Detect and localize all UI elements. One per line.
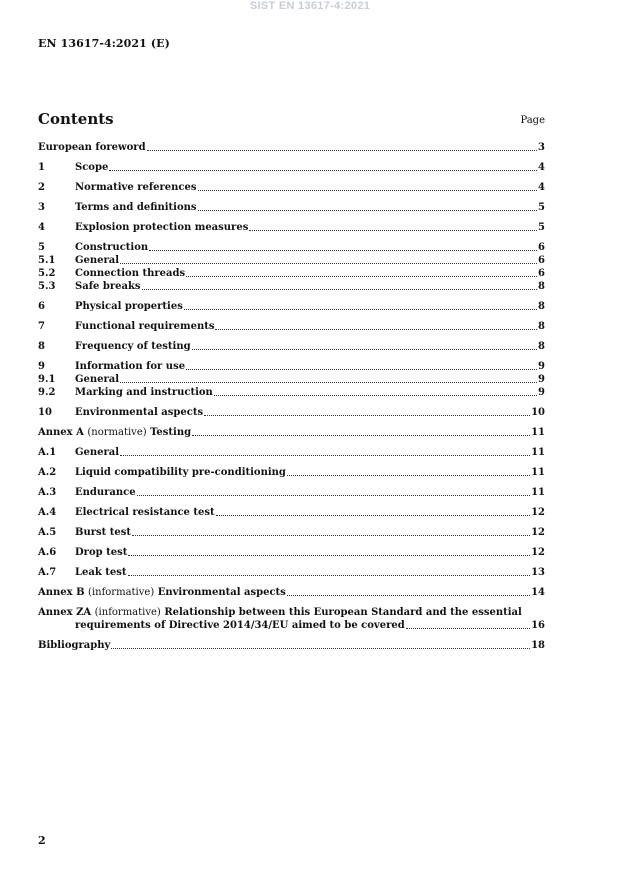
toc-entry-page: 12 — [531, 547, 545, 558]
toc-entry-title: Terms and definitions — [75, 202, 197, 213]
toc-entry-number: 10 — [38, 407, 52, 418]
toc-entry-title: Drop test — [75, 547, 128, 558]
toc-entry-page: 9 — [538, 374, 545, 385]
toc-annex-kind: (informative) — [94, 607, 161, 618]
toc-leader-dots — [120, 454, 530, 456]
toc-entry-number: 8 — [38, 341, 45, 352]
toc-entry-page: 9 — [538, 361, 545, 372]
toc-annex-kind: (informative) — [88, 587, 155, 598]
toc-leader-dots — [192, 434, 530, 436]
toc-leader-dots — [287, 594, 530, 596]
toc-entry[interactable] — [38, 221, 545, 234]
toc-entry-number: 7 — [38, 321, 45, 332]
toc-entry-title: Scope — [75, 162, 109, 173]
toc-entry[interactable] — [38, 254, 545, 267]
toc-entry-page: 5 — [538, 222, 545, 233]
toc-leader-dots — [204, 414, 530, 416]
toc-entry-number: 3 — [38, 202, 45, 213]
contents-title: Contents — [38, 110, 114, 128]
toc-entry-page: 6 — [538, 268, 545, 279]
toc-entry[interactable] — [38, 320, 545, 333]
toc-entry-number: A.5 — [38, 527, 57, 538]
toc-entry-page: 6 — [538, 255, 545, 266]
watermark: SIST EN 13617-4:2021 — [249, 0, 371, 12]
toc-leader-dots — [149, 249, 537, 251]
toc-annex-heading — [38, 586, 286, 599]
toc-entry-number: 9 — [38, 361, 45, 372]
toc-leader-dots — [147, 149, 537, 151]
toc-entry-title: Marking and instruction — [75, 387, 213, 398]
toc-leader-dots — [142, 288, 538, 290]
toc-annex-kind: (normative) — [87, 427, 147, 438]
document-id-header: EN 13617-4:2021 (E) — [38, 37, 170, 50]
toc-entry[interactable] — [38, 526, 545, 539]
toc-entry-number: A.2 — [38, 467, 57, 478]
toc-entry[interactable] — [38, 181, 545, 194]
toc-entry[interactable] — [38, 386, 545, 399]
toc-entry[interactable] — [38, 340, 545, 353]
toc-entry-page: 10 — [531, 407, 545, 418]
toc-entry-title: Environmental aspects — [157, 587, 286, 598]
toc-entry-title: Construction — [75, 242, 149, 253]
toc-entry[interactable] — [38, 280, 545, 293]
toc-entry-title: Burst test — [75, 527, 131, 538]
toc-annex-heading — [38, 426, 191, 439]
toc-entry-page: 16 — [531, 620, 545, 631]
toc-leader-dots — [198, 189, 538, 191]
toc-entry-number: 5.2 — [38, 268, 56, 279]
toc-entry[interactable] — [38, 373, 545, 386]
toc-leader-dots — [137, 494, 530, 496]
toc-entry-line — [38, 619, 545, 632]
toc-leader-dots — [120, 381, 537, 383]
toc-entry-page: 11 — [531, 427, 545, 438]
toc-entry[interactable] — [38, 201, 545, 214]
toc-entry[interactable] — [38, 300, 545, 313]
toc-entry-page: 14 — [531, 587, 545, 598]
toc-entry-page: 11 — [531, 467, 545, 478]
toc-entry-title: Leak test — [75, 567, 127, 578]
toc-entry-number: 9.2 — [38, 387, 56, 398]
toc-entry-title: Frequency of testing — [75, 341, 191, 352]
toc-entry[interactable] — [38, 466, 545, 479]
toc-entry[interactable] — [38, 506, 545, 519]
toc-leader-dots — [216, 514, 530, 516]
toc-leader-dots — [192, 348, 537, 350]
toc-entry-title: General — [75, 374, 120, 385]
toc-entry-line — [38, 606, 545, 619]
toc-entry-page: 12 — [531, 527, 545, 538]
toc-entry-number: A.3 — [38, 487, 57, 498]
toc-entry-page: 3 — [538, 142, 545, 153]
toc-entry-number: 4 — [38, 222, 45, 233]
toc-leader-dots — [120, 262, 537, 264]
toc-entry-page: 6 — [538, 242, 545, 253]
toc-entry-page: 4 — [538, 182, 545, 193]
toc-leader-dots — [111, 647, 530, 649]
toc-leader-dots — [287, 474, 530, 476]
toc-entry[interactable] — [38, 161, 545, 174]
toc-leader-dots — [109, 169, 537, 171]
toc-entry-page: 4 — [538, 162, 545, 173]
toc-entry-page: 12 — [531, 507, 545, 518]
toc-leader-dots — [186, 368, 537, 370]
page-column-label: Page — [520, 115, 545, 126]
toc-entry-title: Information for use — [75, 361, 186, 372]
page-number: 2 — [38, 834, 46, 847]
toc-entry-title: Environmental aspects — [75, 407, 204, 418]
toc-entry[interactable] — [38, 406, 545, 419]
toc-entry-page: 8 — [538, 341, 545, 352]
toc-leader-dots — [198, 209, 538, 211]
toc-entry-page: 5 — [538, 202, 545, 213]
toc-leader-dots — [186, 275, 537, 277]
toc-leader-dots — [128, 554, 530, 556]
toc-entry-number: 2 — [38, 182, 45, 193]
toc-entry-title: Electrical resistance test — [75, 507, 215, 518]
toc-entry-page: 8 — [538, 321, 545, 332]
toc-entry[interactable] — [38, 360, 545, 373]
toc-entry-title: Safe breaks — [75, 281, 141, 292]
toc-leader-dots — [214, 394, 537, 396]
toc-entry-title-continued: requirements of Directive 2014/34/EU aimed to be covered — [75, 620, 405, 631]
toc-entry-number: 9.1 — [38, 374, 56, 385]
toc-entry-title: Explosion protection measures — [75, 222, 249, 233]
toc-entry-number: 5.3 — [38, 281, 56, 292]
toc-entry-title: Normative references — [75, 182, 197, 193]
toc-entry-number: A.7 — [38, 567, 57, 578]
toc-entry-page: 8 — [538, 281, 545, 292]
toc-entry-title: Endurance — [75, 487, 136, 498]
toc-entry[interactable] — [38, 426, 545, 439]
toc-entry[interactable] — [38, 141, 545, 154]
toc-entry-title: Physical properties — [75, 301, 183, 312]
toc-entry[interactable] — [38, 606, 545, 632]
toc-entry-title: Liquid compatibility pre-conditioning — [75, 467, 286, 478]
toc-entry-number: 6 — [38, 301, 45, 312]
toc-leader-dots — [406, 627, 530, 629]
toc-annex-label: Annex B — [38, 587, 85, 598]
toc-entry-number: A.6 — [38, 547, 57, 558]
toc-entry-title: Testing — [150, 427, 192, 438]
toc-entry[interactable] — [38, 546, 545, 559]
toc-entry-title: Functional requirements — [75, 321, 215, 332]
toc-entry-title: Connection threads — [75, 268, 186, 279]
toc-entry-title: European foreword — [38, 142, 146, 153]
toc-entry-page: 13 — [531, 567, 545, 578]
toc-entry-page: 11 — [531, 487, 545, 498]
toc-entry[interactable] — [38, 446, 545, 459]
toc-entry-title: General — [75, 447, 120, 458]
toc-entry-number: A.1 — [38, 447, 57, 458]
toc-entry-page: 8 — [538, 301, 545, 312]
toc-entry[interactable] — [38, 267, 545, 280]
toc-leader-dots — [184, 308, 537, 310]
toc-entry-number: 5.1 — [38, 255, 56, 266]
toc-entry-number: A.4 — [38, 507, 57, 518]
toc-leader-dots — [249, 229, 537, 231]
toc-entry-page: 9 — [538, 387, 545, 398]
toc-entry-number: 5 — [38, 242, 45, 253]
toc-entry-page: 18 — [531, 640, 545, 651]
toc-leader-dots — [132, 534, 530, 536]
toc-entry-title: Relationship between this European Standard and the essential — [164, 607, 522, 618]
toc-leader-dots — [128, 574, 531, 576]
toc-entry-page: 11 — [531, 447, 545, 458]
toc-entry-number: 1 — [38, 162, 45, 173]
toc-leader-dots — [215, 328, 537, 330]
toc-entry[interactable] — [38, 566, 545, 579]
toc-entry[interactable] — [38, 486, 545, 499]
toc-annex-label: Annex ZA — [38, 607, 92, 618]
toc-entry[interactable] — [38, 586, 545, 599]
toc-annex-label: Annex A — [38, 427, 84, 438]
toc-entry-title: Bibliography — [38, 640, 111, 651]
toc-entry[interactable] — [38, 241, 545, 254]
toc-entry[interactable] — [38, 639, 545, 652]
toc-entry-title: General — [75, 255, 120, 266]
table-of-contents — [38, 141, 545, 652]
